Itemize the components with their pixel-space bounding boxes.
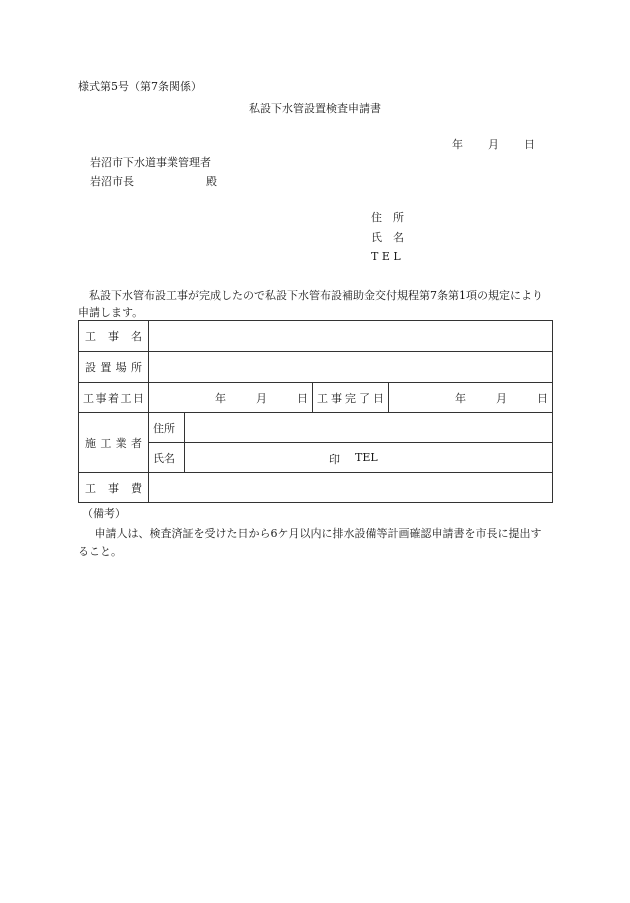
contractor-address-label: 住所 [149,413,185,443]
start-date-label: 工事着工日 [79,383,149,413]
end-month-unit: 月 [496,391,507,405]
work-name-field[interactable] [149,321,553,352]
applicant-address-label: 住 所 [371,211,404,224]
date-month: 月 [488,138,499,151]
applicant-name-label: 氏 名 [371,231,404,244]
date-day: 日 [524,138,535,151]
end-year-unit: 年 [455,391,466,405]
application-statement: 私設下水管布設工事が完成したので私設下水管布設補助金交付規程第7条第1項の規定により申請します。 [78,289,543,319]
cost-field[interactable] [149,473,553,503]
location-label: 設置場所 [79,352,149,383]
applicant-tel-label: T E L [371,250,401,263]
contractor-label: 施工業者 [79,413,149,473]
start-day-unit: 日 [297,391,308,405]
seal-mark: 印 [329,453,340,466]
end-date-label: 工事完了日 [313,383,389,413]
contractor-address-field[interactable] [185,413,553,443]
start-year-unit: 年 [215,391,226,405]
end-date-field[interactable] [389,383,553,413]
contractor-name-field[interactable] [185,443,553,473]
contractor-name-label: 氏名 [149,443,185,473]
addressee-manager: 岩沼市下水道事業管理者 [90,156,211,169]
start-month-unit: 月 [256,391,267,405]
end-day-unit: 日 [537,391,548,405]
work-name-label: 工事名 [79,321,149,352]
addressee-mayor: 岩沼市長 [90,175,134,188]
start-date-field[interactable] [149,383,313,413]
remarks-text: 申請人は、検査済証を受けた日から6ケ月以内に排水設備等計画確認申請書を市長に提出すること。 [78,527,542,558]
application-form-table [78,320,553,503]
form-number: 様式第5号（第7条関係） [78,80,202,93]
document-title: 私設下水管設置検査申請書 [249,102,381,115]
date-year: 年 [452,138,463,151]
contractor-tel-label: TEL [355,451,378,464]
honorific: 殿 [206,175,217,188]
location-field[interactable] [149,352,553,383]
remarks-heading: （備考） [82,507,126,520]
cost-label: 工事費 [79,473,149,503]
